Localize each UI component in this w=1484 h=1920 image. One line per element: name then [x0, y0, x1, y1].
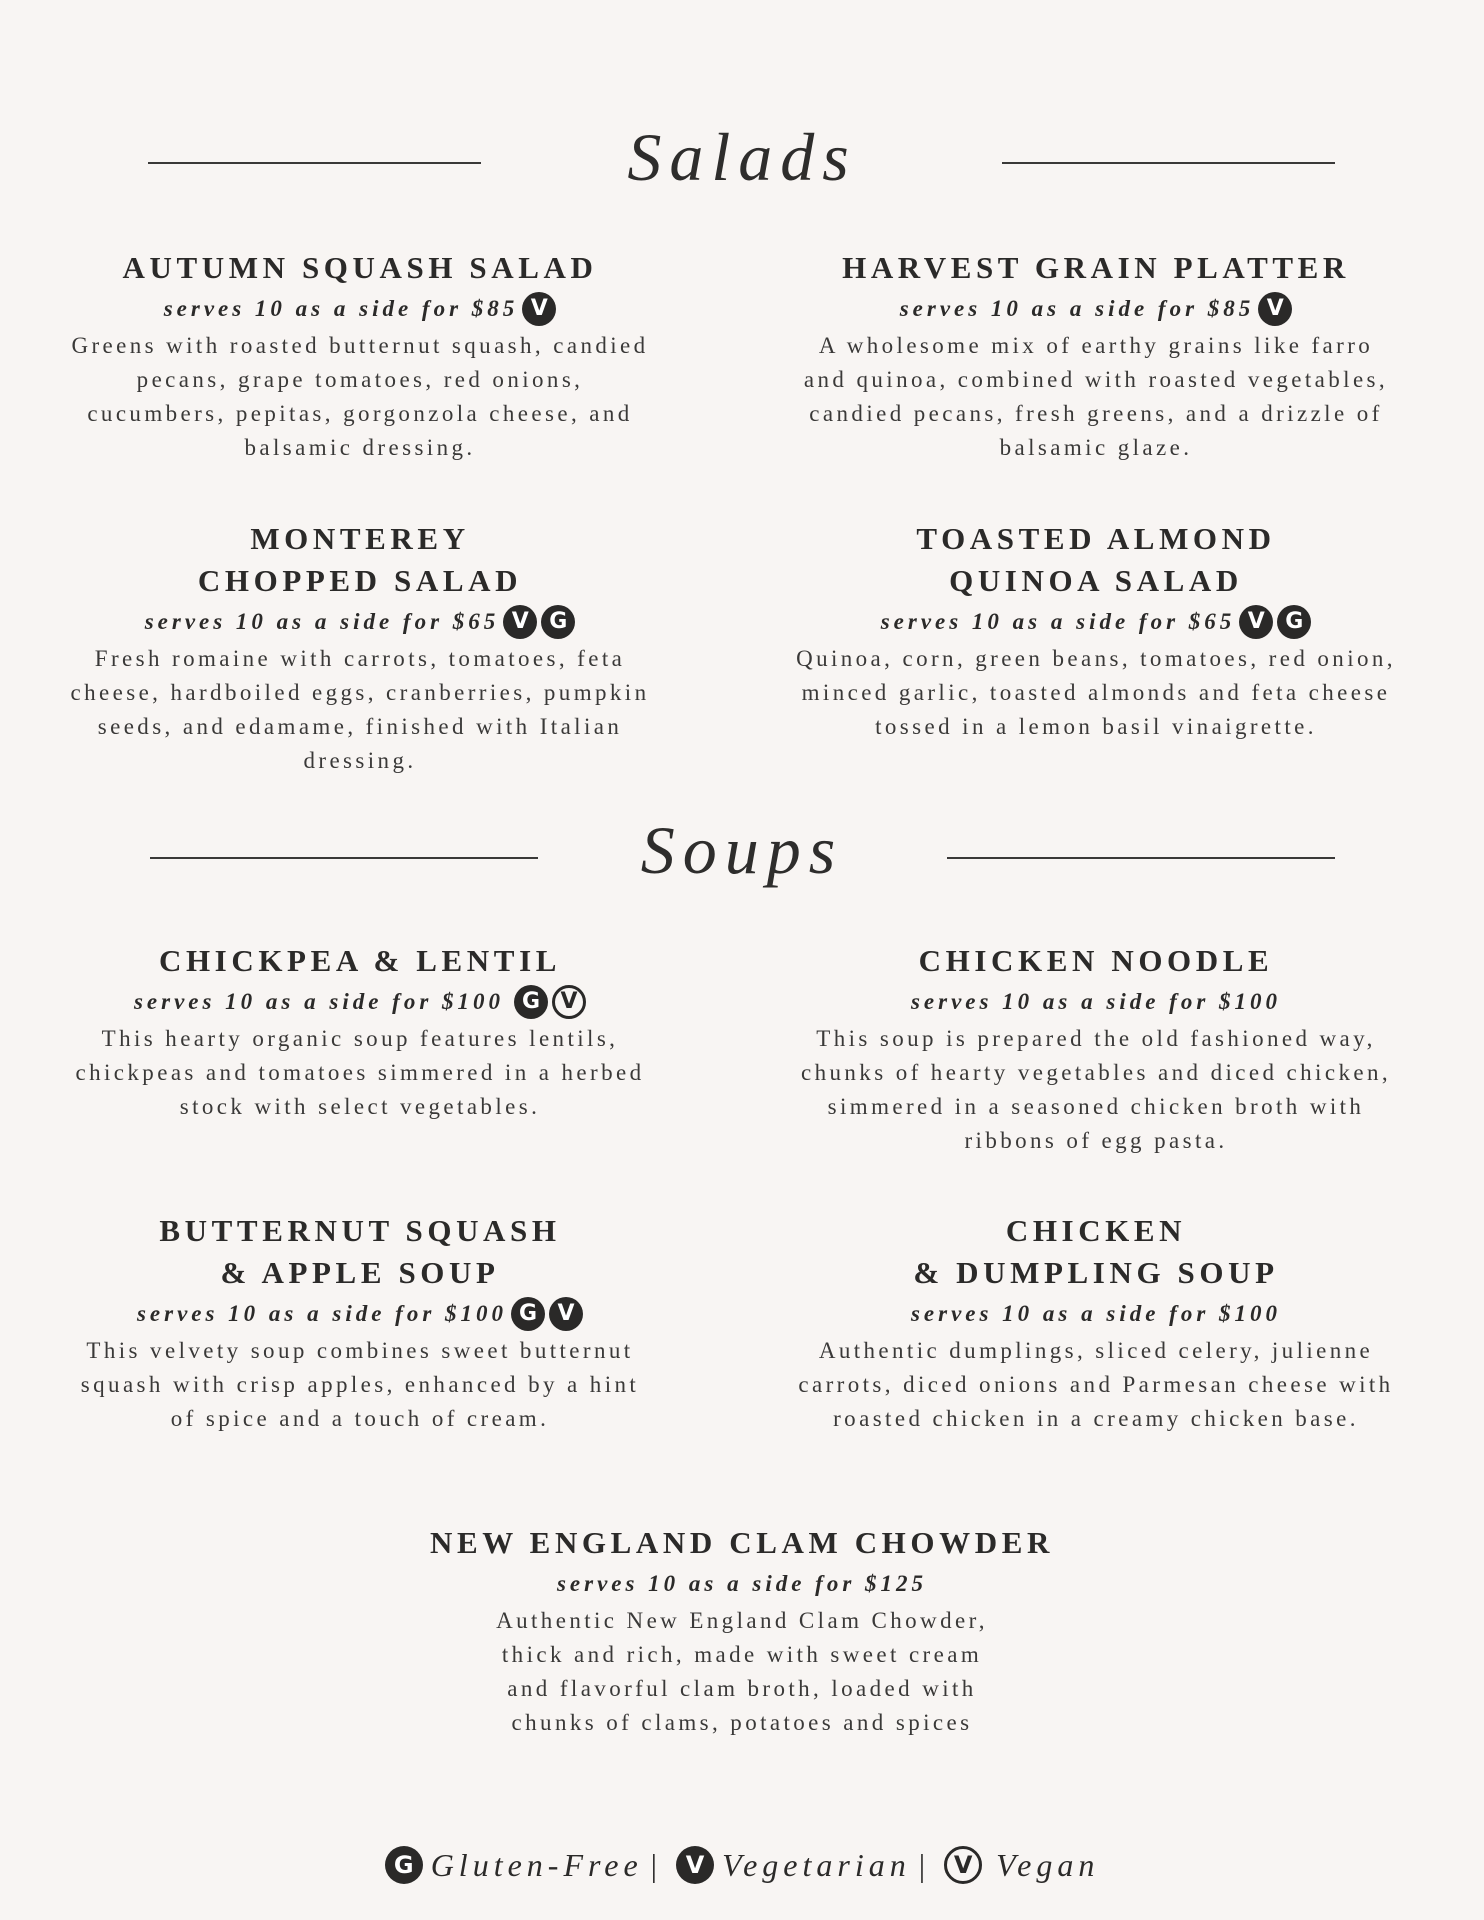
soups-title: Soups [640, 812, 844, 888]
item-name-line-2: & APPLE SOUP [220, 1255, 500, 1290]
item-serves-text: serves 10 as a side for $65 [144, 609, 500, 634]
soups-rule-right [947, 857, 1335, 859]
menu-item-new-england-clam-chowder [422, 1522, 1062, 1740]
item-serves [40, 1294, 680, 1334]
vegetarian-badge-icon: V [1258, 292, 1292, 326]
item-name-line-2: & DUMPLING SOUP [913, 1255, 1279, 1290]
item-serves [40, 602, 680, 642]
menu-item-chicken-dumpling-soup [776, 1210, 1416, 1436]
item-name-line-1: BUTTERNUT SQUASH [159, 1213, 561, 1248]
item-name: CHICKEN NOODLE [918, 943, 1274, 978]
item-name-line-1: MONTEREY [250, 521, 470, 556]
item-serves [776, 602, 1416, 642]
item-name: CHICKPEA & LENTIL [158, 943, 562, 978]
salads-title: Salads [627, 119, 857, 195]
item-name-line-1: TOASTED ALMOND [916, 521, 1276, 556]
menu-item-butternut-squash-apple-soup [40, 1210, 680, 1436]
dietary-legend [0, 1840, 1484, 1890]
legend-separator: | [918, 1846, 931, 1883]
item-serves-text: serves 10 as a side for $85 [899, 296, 1255, 321]
item-description: Fresh romaine with carrots, tomatoes, feta cheese, hardboiled eggs, cranberries, pumpkin seeds, and edamame, finished with Italian dressing. [70, 646, 650, 773]
item-serves [40, 982, 680, 1022]
item-serves [776, 982, 1416, 1022]
legend-gluten-free-label: Gluten-Free [430, 1846, 643, 1883]
gluten-free-badge-icon: G [511, 1297, 545, 1331]
gluten-free-badge-icon: G [514, 985, 548, 1019]
item-description: A wholesome mix of earthy grains like farro and quinoa, combined with roasted vegetables, candied pecans, fresh greens, and a drizzle of balsamic glaze. [803, 333, 1389, 460]
menu-item-autumn-squash-salad [40, 247, 680, 465]
item-description: Quinoa, corn, green beans, tomatoes, red onion, minced garlic, toasted almonds and feta cheese tossed in a lemon basil vinaigrette. [796, 646, 1396, 739]
item-serves-text: serves 10 as a side for $125 [556, 1571, 928, 1596]
vegetarian-badge-icon: V [549, 1297, 583, 1331]
item-name-line-1: CHICKEN [1005, 1213, 1187, 1248]
item-serves-text: serves 10 as a side for $65 [880, 609, 1236, 634]
menu-item-chickpea-lentil [40, 940, 680, 1124]
item-description: Greens with roasted butternut squash, candied pecans, grape tomatoes, red onions, cucumbers, pepitas, gorgonzola cheese, and balsamic dressing. [71, 333, 649, 460]
salads-header [0, 112, 1484, 202]
vegetarian-badge-icon: V [503, 605, 537, 639]
item-serves [776, 1294, 1416, 1334]
gluten-free-badge-icon: G [541, 605, 575, 639]
vegan-badge-icon: V [944, 1846, 982, 1884]
item-name: HARVEST GRAIN PLATTER [842, 250, 1350, 285]
menu-item-monterey-chopped-salad [40, 518, 680, 778]
soups-header [0, 805, 1484, 895]
vegetarian-badge-icon: V [676, 1846, 714, 1884]
gluten-free-badge-icon: G [385, 1846, 423, 1884]
menu-item-toasted-almond-quinoa-salad [776, 518, 1416, 744]
item-serves-text: serves 10 as a side for $100 [910, 989, 1282, 1014]
item-serves [40, 289, 680, 329]
vegetarian-badge-icon: V [522, 292, 556, 326]
menu-item-harvest-grain-platter [776, 247, 1416, 465]
item-name: AUTUMN SQUASH SALAD [122, 250, 598, 285]
item-description: Authentic dumplings, sliced celery, julienne carrots, diced onions and Parmesan cheese with roasted chicken in a creamy chicken base. [798, 1338, 1394, 1431]
item-serves [422, 1564, 1062, 1604]
legend-vegan-label: Vegan [996, 1846, 1100, 1883]
item-description: This hearty organic soup features lentils, chickpeas and tomatoes simmered in a herbed stock with select vegetables. [75, 1026, 645, 1119]
vegan-badge-icon: V [552, 985, 586, 1019]
item-serves-text: serves 10 as a side for $100 [910, 1301, 1282, 1326]
menu-item-chicken-noodle [776, 940, 1416, 1158]
item-name: NEW ENGLAND CLAM CHOWDER [430, 1525, 1054, 1560]
item-serves [776, 289, 1416, 329]
salads-rule-right [1002, 162, 1335, 164]
item-serves-text: serves 10 as a side for $100 [136, 1301, 508, 1326]
item-description: Authentic New England Clam Chowder, thick and rich, made with sweet cream and flavorful clam broth, loaded with chunks of clams, potatoes and spices [496, 1608, 988, 1735]
vegetarian-badge-icon: V [1239, 605, 1273, 639]
item-description: This velvety soup combines sweet butternut squash with crisp apples, enhanced by a hint of spice and a touch of cream. [80, 1338, 640, 1431]
item-serves-text: serves 10 as a side for $100 [133, 989, 505, 1014]
legend-vegetarian-label: Vegetarian [722, 1846, 911, 1883]
legend-separator: | [650, 1846, 663, 1883]
item-description: This soup is prepared the old fashioned way, chunks of hearty vegetables and diced chicken, simmered in a seasoned chicken broth with ribbons of egg pasta. [800, 1026, 1392, 1153]
item-name-line-2: CHOPPED SALAD [197, 563, 523, 598]
item-name-line-2: QUINOA SALAD [949, 563, 1243, 598]
gluten-free-badge-icon: G [1277, 605, 1311, 639]
item-serves-text: serves 10 as a side for $85 [163, 296, 519, 321]
